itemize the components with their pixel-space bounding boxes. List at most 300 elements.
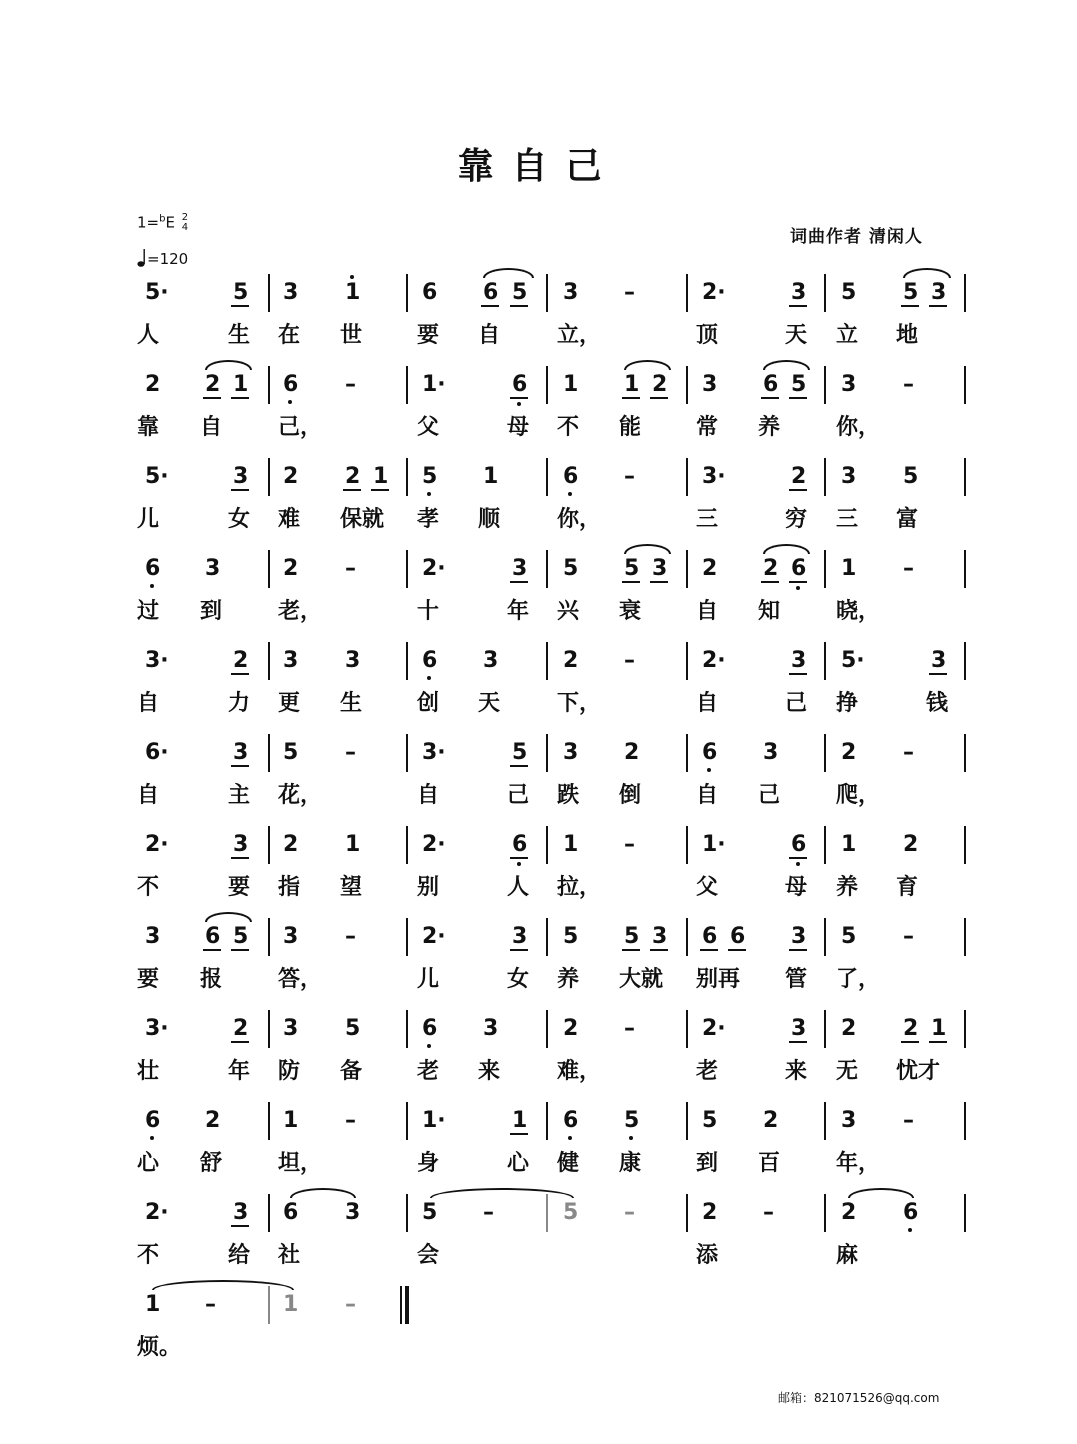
barline (546, 826, 548, 864)
lyric: 挣 (836, 691, 859, 716)
note: 5 (791, 372, 807, 397)
note: 3· (145, 648, 169, 673)
underline-beam (231, 949, 249, 951)
note: 1 (841, 832, 857, 857)
underline-beam (481, 305, 499, 307)
lyric: 女 (507, 967, 530, 992)
note: 2· (422, 556, 446, 581)
note: 2· (702, 280, 726, 305)
note: 2 (145, 372, 161, 397)
lyric: 要 (417, 323, 440, 348)
underline-beam (231, 305, 249, 307)
barline (406, 826, 408, 864)
note: 6 (145, 556, 161, 581)
barline (686, 550, 688, 588)
tie-slur (763, 360, 810, 370)
note: 2· (145, 1200, 169, 1225)
lyric: 人 (137, 323, 160, 348)
barline (824, 918, 826, 956)
barline (686, 642, 688, 680)
note: – (903, 740, 914, 765)
note: – (345, 924, 356, 949)
underline-beam (789, 581, 807, 583)
note: 3· (702, 464, 726, 489)
note: 1 (283, 1108, 299, 1133)
lyric: 生 (340, 691, 363, 716)
lyric: 天 (785, 323, 808, 348)
lyric: 无 (836, 1059, 859, 1084)
lyric: 指 (278, 875, 301, 900)
note: – (903, 372, 914, 397)
note: 1 (345, 832, 361, 857)
note: 2 (283, 556, 299, 581)
note: 1· (422, 1108, 446, 1133)
lyric: 力 (228, 691, 251, 716)
note: 5 (624, 1108, 640, 1133)
barline (546, 1102, 548, 1140)
note: 5· (145, 280, 169, 305)
lyric: 保就 (340, 507, 385, 532)
note: 6 (903, 1200, 919, 1225)
underline-beam (231, 1041, 249, 1043)
note: 5· (145, 464, 169, 489)
barline (686, 1194, 688, 1232)
lyric: 不 (557, 415, 580, 440)
barline (268, 458, 270, 496)
note: 3 (512, 556, 528, 581)
barline (824, 1194, 826, 1232)
underline-beam (650, 949, 668, 951)
lyric: 难 (278, 507, 301, 532)
low-octave-dot (427, 492, 431, 496)
note: 1 (563, 832, 579, 857)
barline (686, 274, 688, 312)
note: – (624, 832, 635, 857)
barline (268, 642, 270, 680)
barline (824, 1102, 826, 1140)
tie-slur (205, 360, 252, 370)
lyric: 年， (836, 1151, 881, 1176)
note: 3 (791, 280, 807, 305)
underline-beam (231, 489, 249, 491)
note: 3 (483, 648, 499, 673)
barline (964, 642, 966, 680)
note: 1 (563, 372, 579, 397)
lyric: 在 (278, 323, 301, 348)
lyric: 自 (696, 599, 719, 624)
note: 3 (283, 280, 299, 305)
note: 3 (563, 280, 579, 305)
lyric: 天 (478, 691, 501, 716)
note: 5 (624, 556, 640, 581)
note: 3 (652, 924, 668, 949)
underline-beam (371, 489, 389, 491)
underline-beam (203, 949, 221, 951)
barline (964, 458, 966, 496)
barline (824, 458, 826, 496)
barline (268, 1194, 270, 1232)
note: 1 (483, 464, 499, 489)
lyric: 自 (200, 415, 223, 440)
note: 2 (903, 1016, 919, 1041)
note: 2 (563, 648, 579, 673)
note: 5 (624, 924, 640, 949)
ts-bottom: 4 (181, 222, 189, 233)
barline (406, 642, 408, 680)
final-barline-thin (400, 1286, 402, 1324)
tie-slur (290, 1188, 356, 1198)
author-credit: 词曲作者 清闲人 (790, 227, 923, 247)
tie-slur (624, 360, 671, 370)
lyric: 养 (836, 875, 859, 900)
tie-slur (430, 1188, 574, 1198)
barline (406, 1194, 408, 1232)
barline (964, 1102, 966, 1140)
lyric: 备 (340, 1059, 363, 1084)
note: 3 (563, 740, 579, 765)
underline-beam (622, 581, 640, 583)
lyric: 给 (228, 1243, 251, 1268)
note: 3 (841, 464, 857, 489)
lyric: 老 (417, 1059, 440, 1084)
underline-beam (510, 581, 528, 583)
lyric: 百 (758, 1151, 781, 1176)
underline-beam (650, 581, 668, 583)
barline (686, 458, 688, 496)
lyric: 大就 (619, 967, 664, 992)
barline (268, 274, 270, 312)
tie-slur (205, 912, 252, 922)
note: 5 (563, 1200, 579, 1225)
note: – (624, 464, 635, 489)
note: 1 (145, 1292, 161, 1317)
note: 3 (702, 372, 718, 397)
note: – (624, 280, 635, 305)
barline (546, 366, 548, 404)
lyric: 父 (696, 875, 719, 900)
note: 1 (373, 464, 389, 489)
low-octave-dot (517, 402, 521, 406)
underline-beam (510, 397, 528, 399)
ts-top: 2 (181, 212, 189, 223)
note: 5 (841, 924, 857, 949)
tie-slur (483, 268, 534, 278)
lyric: 要 (137, 967, 160, 992)
barline (686, 734, 688, 772)
barline (686, 826, 688, 864)
note: 3· (422, 740, 446, 765)
note: 1 (233, 372, 249, 397)
note: 5 (512, 740, 528, 765)
lyric: 母 (785, 875, 808, 900)
note: 3 (233, 740, 249, 765)
note: 6 (145, 1108, 161, 1133)
barline (964, 826, 966, 864)
barline (406, 274, 408, 312)
underline-beam (510, 305, 528, 307)
tie-slur (763, 544, 810, 554)
note: 6 (512, 832, 528, 857)
lyric: 要 (228, 875, 251, 900)
underline-beam (231, 673, 249, 675)
lyric: 顶 (696, 323, 719, 348)
note: 3· (145, 1016, 169, 1041)
barline (546, 918, 548, 956)
lyric: 爬， (836, 783, 881, 808)
lyric: 三 (696, 507, 719, 532)
lyric: 穷 (785, 507, 808, 532)
low-octave-dot (427, 676, 431, 680)
low-octave-dot (908, 1228, 912, 1232)
note: 1· (702, 832, 726, 857)
lyric: 自 (137, 691, 160, 716)
barline (268, 1010, 270, 1048)
lyric: 了， (836, 967, 881, 992)
low-octave-dot (796, 586, 800, 590)
lyric: 望 (340, 875, 363, 900)
note: 3 (652, 556, 668, 581)
lyric: 母 (507, 415, 530, 440)
note: 5· (841, 648, 865, 673)
low-octave-dot (150, 584, 154, 588)
note: 3 (483, 1016, 499, 1041)
note: 3 (791, 1016, 807, 1041)
underline-beam (622, 949, 640, 951)
lyric: 老， (278, 599, 323, 624)
underline-beam (343, 489, 361, 491)
note: 2· (422, 924, 446, 949)
lyric: 跌 (557, 783, 580, 808)
note: 2 (283, 464, 299, 489)
barline (546, 550, 548, 588)
note: 6 (422, 648, 438, 673)
note: 2 (233, 648, 249, 673)
lyric: 会 (417, 1243, 440, 1268)
note: 5 (512, 280, 528, 305)
lyric: 立， (557, 323, 602, 348)
high-octave-dot (350, 275, 354, 279)
lyric: 育 (896, 875, 919, 900)
barline (546, 274, 548, 312)
note: 1 (345, 280, 361, 305)
lyric: 己， (278, 415, 323, 440)
lyric: 更 (278, 691, 301, 716)
low-octave-dot (288, 400, 292, 404)
low-octave-dot (427, 1044, 431, 1048)
barline (546, 642, 548, 680)
underline-beam (622, 397, 640, 399)
low-octave-dot (517, 862, 521, 866)
note: 2 (903, 832, 919, 857)
note: – (483, 1200, 494, 1225)
key-prefix: 1= (137, 213, 160, 232)
note: 3 (233, 464, 249, 489)
underline-beam (510, 1133, 528, 1135)
lyric: 地 (896, 323, 919, 348)
underline-beam (789, 673, 807, 675)
note: – (903, 924, 914, 949)
lyric: 年 (228, 1059, 251, 1084)
note: 1 (283, 1292, 299, 1317)
lyric: 到 (696, 1151, 719, 1176)
note: 2· (702, 648, 726, 673)
lyric: 主 (228, 783, 251, 808)
note: – (345, 556, 356, 581)
lyric: 答， (278, 967, 323, 992)
low-octave-dot (568, 1136, 572, 1140)
note: 1 (841, 556, 857, 581)
barline (964, 366, 966, 404)
note: 2 (763, 556, 779, 581)
lyric: 不 (137, 1243, 160, 1268)
note: 2· (702, 1016, 726, 1041)
note: 5 (702, 1108, 718, 1133)
underline-beam (203, 397, 221, 399)
barline (686, 366, 688, 404)
note: 2· (145, 832, 169, 857)
lyric: 兴 (557, 599, 580, 624)
lyric: 知 (758, 599, 781, 624)
barline (964, 1010, 966, 1048)
note: 3 (345, 648, 361, 673)
note: 6 (283, 1200, 299, 1225)
lyric: 三 (836, 507, 859, 532)
underline-beam (231, 1225, 249, 1227)
underline-beam (929, 305, 947, 307)
barline (964, 734, 966, 772)
lyric: 你， (557, 507, 602, 532)
barline (268, 1102, 270, 1140)
lyric: 别再 (696, 967, 741, 992)
barline (824, 550, 826, 588)
note: 3 (345, 1200, 361, 1225)
lyric: 立 (836, 323, 859, 348)
lyric: 养 (557, 967, 580, 992)
underline-beam (789, 489, 807, 491)
note: 2 (563, 1016, 579, 1041)
note: 3 (791, 924, 807, 949)
underline-beam (929, 673, 947, 675)
barline (406, 1010, 408, 1048)
lyric: 生 (228, 323, 251, 348)
lyric: 添 (696, 1243, 719, 1268)
note: 6 (483, 280, 499, 305)
note: 6 (563, 1108, 579, 1133)
barline (686, 1010, 688, 1048)
note: 3 (145, 924, 161, 949)
barline (824, 642, 826, 680)
lyric: 忧才 (896, 1059, 941, 1084)
note: 1· (422, 372, 446, 397)
note: – (205, 1292, 216, 1317)
note: 6 (422, 280, 438, 305)
lyric: 坦， (278, 1151, 323, 1176)
underline-beam (789, 397, 807, 399)
underline-beam (728, 949, 746, 951)
barline (268, 366, 270, 404)
lyric: 康 (619, 1151, 642, 1176)
lyric: 社 (278, 1243, 301, 1268)
note: 6 (763, 372, 779, 397)
note: 2 (652, 372, 668, 397)
note: 3 (791, 648, 807, 673)
note: 3 (841, 372, 857, 397)
underline-beam (789, 305, 807, 307)
barline (964, 1194, 966, 1232)
note: 6 (205, 924, 221, 949)
note: 1 (624, 372, 640, 397)
barline (964, 550, 966, 588)
note: 6· (145, 740, 169, 765)
note: 1 (512, 1108, 528, 1133)
underline-beam (761, 397, 779, 399)
lyric: 能 (619, 415, 642, 440)
barline (406, 458, 408, 496)
note: 6 (730, 924, 746, 949)
note: 3 (283, 648, 299, 673)
note: – (624, 648, 635, 673)
underline-beam (929, 1041, 947, 1043)
lyric: 你， (836, 415, 881, 440)
underline-beam (231, 397, 249, 399)
lyric: 己 (758, 783, 781, 808)
lyric: 来 (785, 1059, 808, 1084)
email-address: 邮箱：821071526@qq.com (778, 1391, 940, 1405)
flat-sign: b (159, 213, 166, 225)
note: 3 (283, 924, 299, 949)
note: 3 (841, 1108, 857, 1133)
lyric: 年 (507, 599, 530, 624)
note: 6 (512, 372, 528, 397)
lyric: 女 (228, 507, 251, 532)
underline-beam (789, 857, 807, 859)
lyric: 晓， (836, 599, 881, 624)
note: 3 (931, 648, 947, 673)
note: 6 (283, 372, 299, 397)
underline-beam (789, 949, 807, 951)
lyric: 世 (340, 323, 363, 348)
note: 5 (422, 1200, 438, 1225)
note: 2 (841, 1016, 857, 1041)
lyric: 不 (137, 875, 160, 900)
lyric: 身 (417, 1151, 440, 1176)
lyric: 孝 (417, 507, 440, 532)
underline-beam (231, 765, 249, 767)
barline (546, 1194, 548, 1232)
note: 2 (624, 740, 640, 765)
note: 6 (791, 556, 807, 581)
underline-beam (231, 857, 249, 859)
note: – (345, 1108, 356, 1133)
barline (268, 550, 270, 588)
lyric: 麻 (836, 1243, 859, 1268)
lyric: 富 (896, 507, 919, 532)
lyric: 常 (696, 415, 719, 440)
barline (268, 826, 270, 864)
lyric: 己 (507, 783, 530, 808)
barline (268, 734, 270, 772)
note: – (903, 1108, 914, 1133)
barline (268, 918, 270, 956)
lyric: 拉， (557, 875, 602, 900)
note: 5 (563, 924, 579, 949)
note: 5 (233, 280, 249, 305)
underline-beam (700, 949, 718, 951)
barline (546, 458, 548, 496)
note: 2 (841, 1200, 857, 1225)
lyric: 健 (557, 1151, 580, 1176)
lyric: 儿 (137, 507, 160, 532)
